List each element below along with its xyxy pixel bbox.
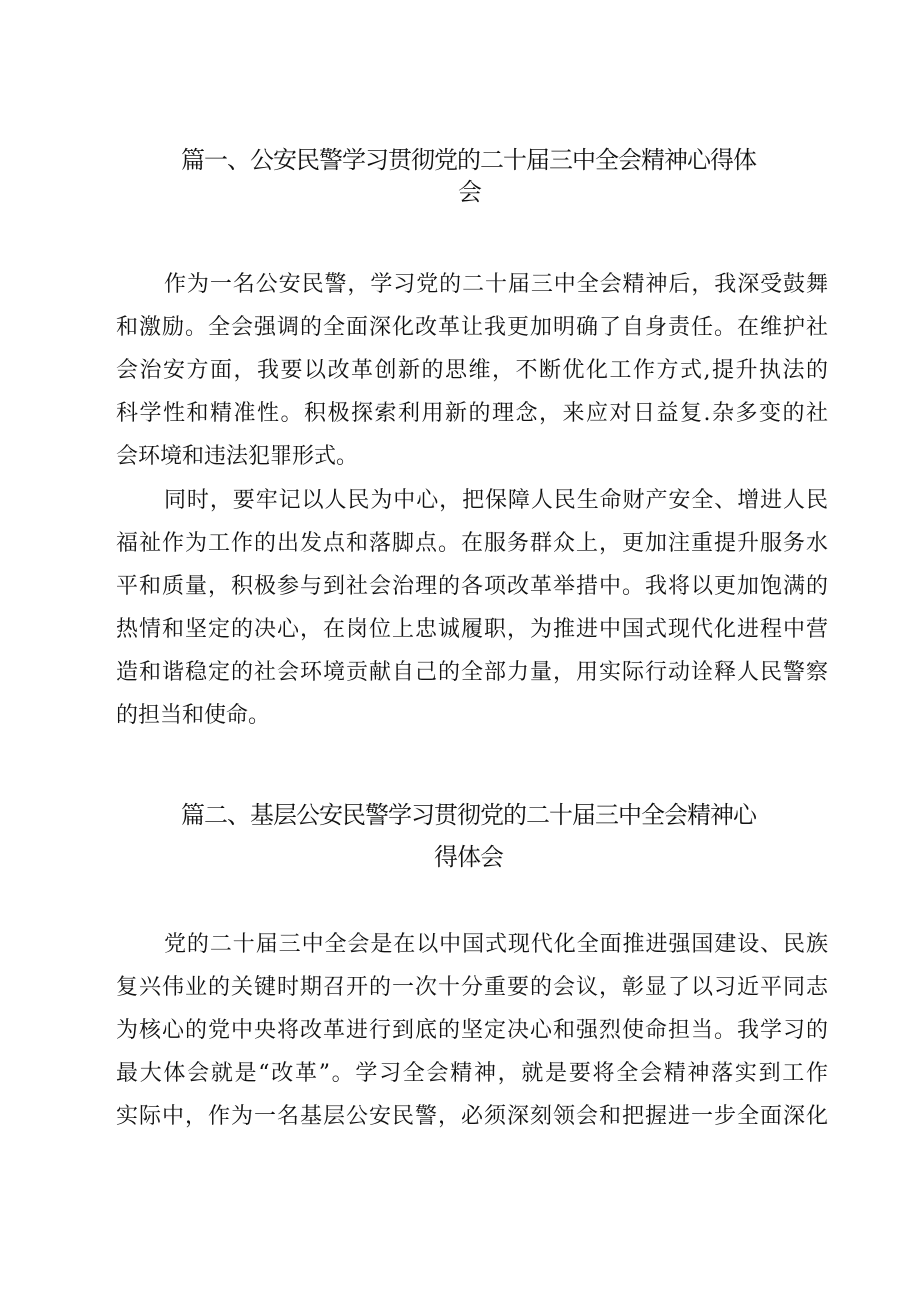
section2-title-line2: 得体会 <box>434 843 503 871</box>
s1-p2-line4: 热情和坚定的决心，在岗位上忠诚履职，为推进中国式现代化进程中营 <box>116 617 828 642</box>
section2-title-line1: 篇二、基层公安民警学习贯彻党的二十届三中全会精神心 <box>181 801 756 829</box>
s1-p2-line5: 造和谐稳定的社会环境贡献自己的全部力量，用实际行动诠释人民警察 <box>116 660 828 685</box>
s2-p1-line2: 复兴伟业的关键时期召开的一次十分重要的会议，彰显了以习近平同志 <box>116 975 828 1000</box>
s1-p2-line3: 平和质量，积极参与到社会治理的各项改革举措中。我将以更加饱满的 <box>116 574 828 599</box>
s1-p1-line4: 科学性和精准性。积极探索利用新的理念，来应对日益复.杂多变的社 <box>116 401 828 426</box>
s2-p1-line5: 实际中，作为一名基层公安民警，必须深刻领会和把握进一步全面深化 <box>116 1104 828 1129</box>
section1-title-line2: 会 <box>458 178 481 206</box>
s1-p1-line2: 和激励。全会强调的全面深化改革让我更加明确了自身责任。在维护社 <box>116 315 828 340</box>
s2-p1-line3: 为核心的党中央将改革进行到底的坚定决心和强烈使命担当。我学习的 <box>116 1018 828 1043</box>
s1-p2-line1: 同时，要牢记以人民为中心，把保障人民生命财产安全、增进人民 <box>164 488 828 513</box>
section1-title-line1: 篇一、公安民警学习贯彻党的二十届三中全会精神心得体 <box>181 146 756 174</box>
s1-p2-line2: 福祉作为工作的出发点和落脚点。在服务群众上，更加注重提升服务水 <box>116 531 828 556</box>
s2-p1-line1: 党的二十届三中全会是在以中国式现代化全面推进强国建设、民族 <box>164 932 828 957</box>
s1-p2-line6: 的担当和使命。 <box>116 703 271 728</box>
s2-p1-line4: 最大体会就是“改革”。学习全会精神，就是要将全会精神落实到工作 <box>116 1061 828 1086</box>
s1-p1-line5: 会环境和违法犯罪形式。 <box>116 444 359 469</box>
s1-p1-line3: 会治安方面，我要以改革创新的思维，不断优化工作方式,提升执法的 <box>116 358 828 383</box>
s1-p1-line1: 作为一名公安民警，学习党的二十届三中全会精神后，我深受鼓舞 <box>164 272 828 297</box>
